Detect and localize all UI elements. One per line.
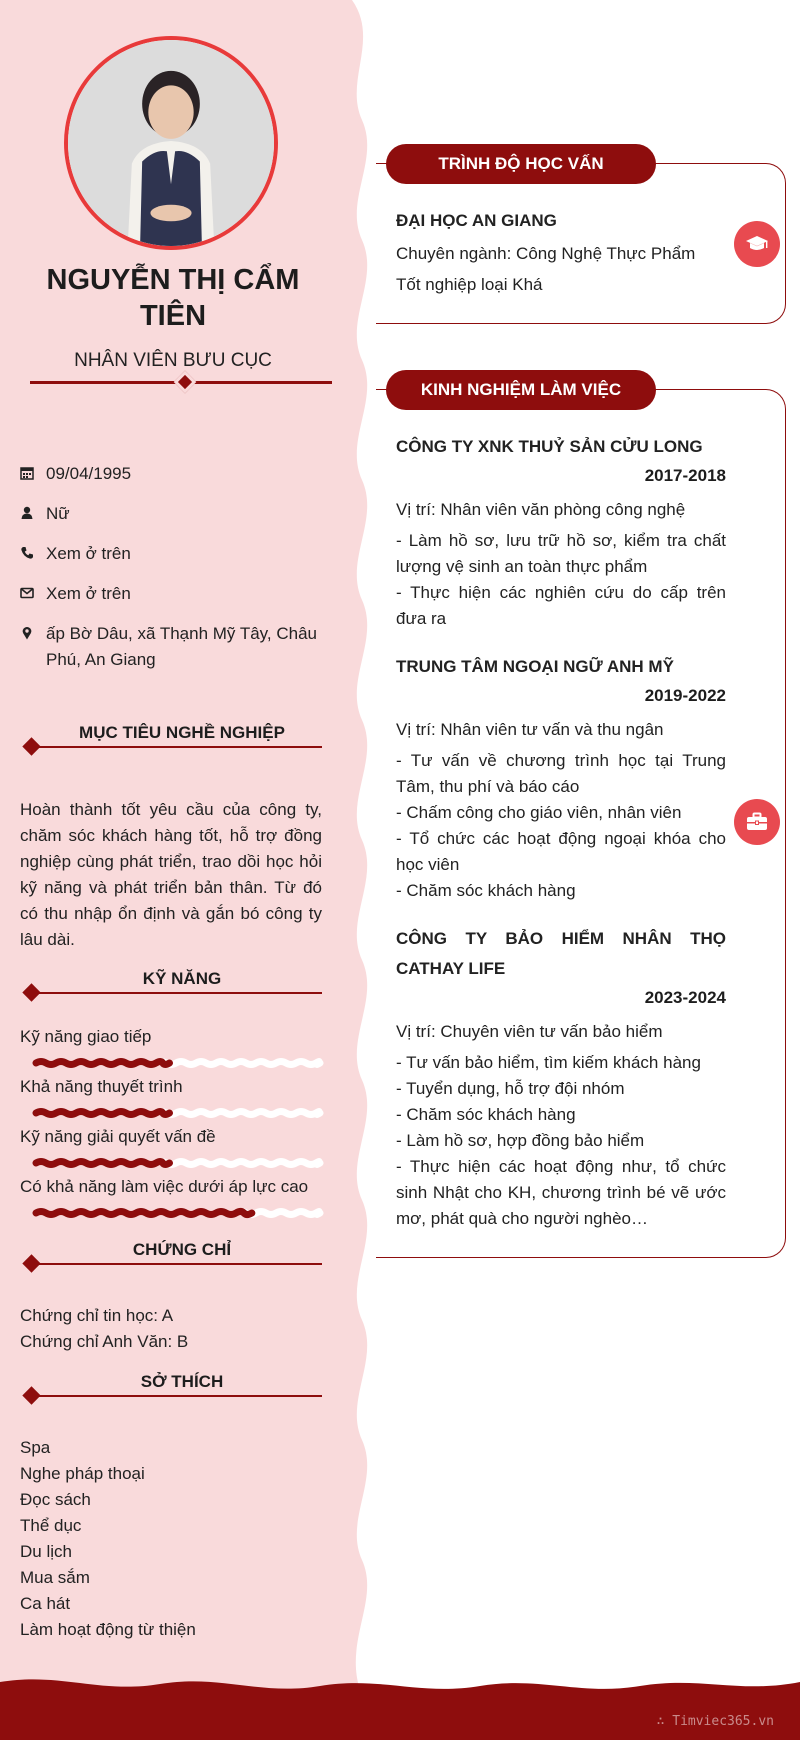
- divider: [30, 746, 322, 748]
- diamond-icon: [22, 983, 40, 1001]
- list-item: Đọc sách: [20, 1490, 91, 1509]
- list-item: Làm hoạt động từ thiện: [20, 1620, 196, 1639]
- skill-bar-fill: [36, 1212, 252, 1215]
- company-name: TRUNG TÂM NGOẠI NGỮ ANH MỸ: [396, 657, 674, 676]
- job-duty: - Tư vấn về chương trình học tại Trung Tâm, thu phí và báo cáo: [396, 751, 726, 796]
- candidate-name: NGUYỄN THỊ CẨM TIÊN: [46, 264, 300, 332]
- job-period: 2017-2018: [644, 466, 726, 485]
- section-hobbies-header: [20, 1373, 322, 1403]
- job-title: NHÂN VIÊN BƯU CỤC: [74, 350, 272, 371]
- contact-text: Xem ở trên: [46, 544, 131, 563]
- job-period: 2019-2022: [644, 686, 726, 705]
- graduation-cap-icon: [734, 221, 780, 267]
- contact-birthdate: [20, 461, 320, 487]
- skill-bar: [36, 1109, 320, 1117]
- list-item: Du lịch: [20, 1542, 72, 1561]
- skill-label: Khả năng thuyết trình: [20, 1077, 183, 1096]
- contact-email: [20, 581, 320, 607]
- skill-bar-fill: [36, 1162, 169, 1165]
- contact-gender: [20, 501, 320, 527]
- certificate-list: [20, 1303, 322, 1355]
- divider: [30, 1395, 322, 1397]
- company-name: CÔNG TY BẢO HIỂM NHÂN THỌ CATHAY LIFE: [396, 929, 726, 978]
- diamond-icon: [22, 1386, 40, 1404]
- company-name: CÔNG TY XNK THUỶ SẢN CỬU LONG: [396, 437, 703, 456]
- list-item: Chứng chỉ tin học: A: [20, 1306, 174, 1325]
- skill-label: Có khả năng làm việc dưới áp lực cao: [20, 1177, 309, 1196]
- divider: [30, 1263, 322, 1265]
- job-duty: - Tuyển dụng, hỗ trợ đội nhóm: [396, 1079, 625, 1098]
- objective-text: Hoàn thành tốt yêu cầu của công ty, chăm sóc khách hàng tốt, hỗ trợ đồng nghiệp cùng phát triển, trao dồi học hỏi kỹ năng và phát triển bản thân. Từ đó có thu nhập ổn định và gắn bó công ty lâu dài.: [20, 800, 322, 949]
- portrait-photo-icon: [68, 40, 274, 246]
- section-objective-header: [20, 724, 322, 754]
- education-major: Chuyên ngành: Công Nghệ Thực Phẩm: [396, 244, 696, 263]
- calendar-icon: [20, 461, 46, 487]
- list-item: Ca hát: [20, 1594, 71, 1613]
- job-duty: - Chăm sóc khách hàng: [396, 881, 576, 900]
- skill-bar: [36, 1159, 320, 1167]
- contact-text: Xem ở trên: [46, 584, 131, 603]
- job-duty: - Thực hiện các hoạt động như, tổ chức sinh Nhật cho KH, chương trình bé vẽ ước mơ, phát quà cho người nghèo…: [396, 1157, 726, 1228]
- education-grade: Tốt nghiệp loại Khá: [396, 275, 543, 294]
- contact-text: 09/04/1995: [46, 464, 132, 483]
- user-icon: [20, 501, 46, 527]
- job-duty: - Tư vấn bảo hiểm, tìm kiếm khách hàng: [396, 1053, 701, 1072]
- job-duty: - Thực hiện các nghiên cứu do cấp trên đưa ra: [396, 583, 726, 628]
- skill-label: Kỹ năng giao tiếp: [20, 1027, 152, 1046]
- section-skills-header: [20, 970, 322, 1000]
- contact-phone: [20, 541, 320, 567]
- skill-bar: [36, 1209, 320, 1217]
- diamond-icon: [22, 737, 40, 755]
- avatar: [64, 36, 278, 250]
- section-certificates-header: [20, 1241, 322, 1271]
- skill-bar: [36, 1059, 320, 1067]
- section-title: TRÌNH ĐỘ HỌC VẤN: [386, 144, 656, 184]
- skill-bar-fill: [36, 1062, 169, 1065]
- job-duty: - Chăm sóc khách hàng: [396, 1105, 576, 1124]
- contact-text: Nữ: [46, 504, 70, 523]
- skill-label: Kỹ năng giải quyết vấn đề: [20, 1127, 216, 1146]
- job-position: Vị trí: Nhân viên văn phòng công nghệ: [396, 500, 686, 519]
- list-item: Spa: [20, 1438, 51, 1457]
- section-title: MỤC TIÊU NGHỀ NGHIỆP: [79, 723, 285, 742]
- job-duty: - Tổ chức các hoạt động ngoại khóa cho học viên: [396, 829, 726, 874]
- job-duty: - Làm hồ sơ, hợp đồng bảo hiểm: [396, 1131, 645, 1150]
- list-item: Thể dục: [20, 1516, 82, 1535]
- job-position: Vị trí: Chuyên viên tư vấn bảo hiểm: [396, 1022, 663, 1041]
- diamond-icon: [22, 1254, 40, 1272]
- divider: [30, 992, 322, 994]
- contact-address: [20, 621, 320, 673]
- contact-text: ấp Bờ Dâu, xã Thạnh Mỹ Tây, Châu Phú, An Giang: [46, 624, 318, 669]
- hobby-list: [20, 1435, 322, 1643]
- section-title: KỸ NĂNG: [142, 969, 222, 988]
- watermark: ∴ Timviec365.vn: [656, 1714, 774, 1729]
- briefcase-icon: [734, 799, 780, 845]
- phone-icon: [20, 541, 46, 567]
- job-duty: - Làm hồ sơ, lưu trữ hồ sơ, kiểm tra chất lượng vệ sinh an toàn thực phẩm: [396, 531, 726, 576]
- section-title: CHỨNG CHỈ: [132, 1240, 232, 1259]
- footer-wave: [0, 1672, 800, 1740]
- job-period: 2023-2024: [644, 988, 726, 1007]
- job-position: Vị trí: Nhân viên tư vấn và thu ngân: [396, 720, 664, 739]
- skill-bar-fill: [36, 1112, 169, 1115]
- school-name: ĐẠI HỌC AN GIANG: [396, 211, 557, 230]
- section-title: KINH NGHIỆM LÀM VIỆC: [386, 370, 656, 410]
- location-pin-icon: [20, 621, 46, 673]
- job-duty: - Chấm công cho giáo viên, nhân viên: [396, 803, 682, 822]
- section-title: SỞ THÍCH: [140, 1372, 224, 1391]
- list-item: Chứng chỉ Anh Văn: B: [20, 1332, 189, 1351]
- list-item: Nghe pháp thoại: [20, 1464, 145, 1483]
- list-item: Mua sắm: [20, 1568, 90, 1587]
- email-icon: [20, 581, 46, 607]
